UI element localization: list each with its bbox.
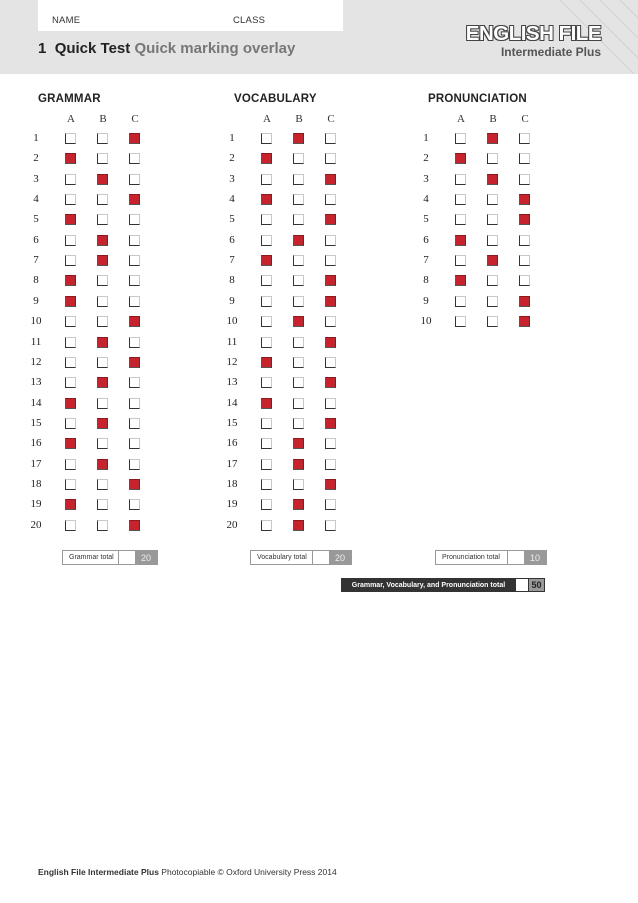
pronunciation-total-write-box[interactable] bbox=[507, 551, 524, 564]
grammar-q2-option-c[interactable] bbox=[129, 153, 140, 164]
pronunciation-question-number: 1 bbox=[423, 132, 429, 144]
pronunciation-q8-option-a-marked[interactable] bbox=[455, 275, 466, 286]
grammar-q2-option-a-marked[interactable] bbox=[65, 153, 76, 164]
vocabulary-q12-option-c[interactable] bbox=[325, 357, 336, 368]
vocabulary-q19-option-b-marked[interactable] bbox=[293, 499, 304, 510]
pronunciation-q6-option-c[interactable] bbox=[519, 235, 530, 246]
vocabulary-q2-option-b[interactable] bbox=[293, 153, 304, 164]
grammar-question-number: 5 bbox=[33, 213, 39, 226]
grammar-question-number: 17 bbox=[30, 457, 42, 470]
grammar-q11-option-c[interactable] bbox=[129, 337, 140, 348]
grammar-q8-option-b[interactable] bbox=[97, 275, 108, 286]
pronunciation-question-number: 4 bbox=[423, 193, 429, 206]
pronunciation-column-header-b: B bbox=[489, 113, 497, 125]
grammar-q16-option-b[interactable] bbox=[97, 438, 108, 449]
vocabulary-q10-option-b-marked[interactable] bbox=[293, 316, 304, 327]
pronunciation-q5-option-a[interactable] bbox=[455, 214, 466, 225]
vocabulary-column-header-b: B bbox=[295, 113, 303, 125]
vocabulary-total-label: Vocabulary total bbox=[251, 551, 312, 564]
grammar-q13-option-b-marked[interactable] bbox=[97, 377, 108, 388]
grammar-question-number: 3 bbox=[33, 172, 39, 185]
vocabulary-q17-option-b-marked[interactable] bbox=[293, 459, 304, 470]
vocabulary-q2-option-a-marked[interactable] bbox=[261, 153, 272, 164]
vocabulary-q5-option-b[interactable] bbox=[293, 214, 304, 225]
vocabulary-q8-option-a[interactable] bbox=[261, 275, 272, 286]
brand-level: Intermediate Plus bbox=[500, 45, 601, 59]
vocabulary-q9-option-b[interactable] bbox=[293, 296, 304, 307]
grammar-q20-option-a[interactable] bbox=[65, 520, 76, 531]
grammar-total-label: Grammar total bbox=[63, 551, 118, 564]
grammar-q7-option-b-marked[interactable] bbox=[97, 255, 108, 266]
vocabulary-question-number: 8 bbox=[229, 274, 235, 287]
grammar-q14-option-c[interactable] bbox=[129, 398, 140, 409]
vocabulary-question-number: 18 bbox=[226, 477, 238, 490]
vocabulary-question-number: 2 bbox=[229, 152, 235, 165]
vocabulary-q19-option-a[interactable] bbox=[261, 499, 272, 510]
pronunciation-q4-option-b[interactable] bbox=[487, 194, 498, 205]
pronunciation-q3-option-a[interactable] bbox=[455, 174, 466, 185]
vocabulary-q4-option-b[interactable] bbox=[293, 194, 304, 205]
grammar-q13-option-a[interactable] bbox=[65, 377, 76, 388]
grammar-total-write-box[interactable] bbox=[118, 551, 135, 564]
pronunciation-q1-option-c[interactable] bbox=[519, 133, 530, 144]
vocabulary-q14-option-a-marked[interactable] bbox=[261, 398, 272, 409]
grammar-q9-option-a-marked[interactable] bbox=[65, 296, 76, 307]
class-label: CLASS bbox=[233, 15, 266, 26]
grammar-q19-option-c[interactable] bbox=[129, 499, 140, 510]
grammar-q1-option-a[interactable] bbox=[65, 133, 76, 144]
grammar-q15-option-c[interactable] bbox=[129, 418, 140, 429]
grammar-question-number: 16 bbox=[30, 437, 42, 450]
pronunciation-question-number: 2 bbox=[423, 152, 429, 165]
vocabulary-question-number: 19 bbox=[226, 498, 238, 511]
pronunciation-q7-option-c[interactable] bbox=[519, 255, 530, 266]
vocabulary-q3-option-c-marked[interactable] bbox=[325, 174, 336, 185]
pronunciation-total-value: 10 bbox=[524, 551, 546, 564]
grammar-q19-option-a-marked[interactable] bbox=[65, 499, 76, 510]
vocabulary-question-number: 10 bbox=[226, 315, 238, 328]
grammar-section-title: GRAMMAR bbox=[38, 93, 101, 105]
grammar-q1-option-c-marked[interactable] bbox=[129, 133, 140, 144]
vocabulary-q15-option-a[interactable] bbox=[261, 418, 272, 429]
vocabulary-q16-option-a[interactable] bbox=[261, 438, 272, 449]
vocabulary-question-number: 11 bbox=[226, 335, 238, 348]
vocabulary-question-number: 16 bbox=[226, 437, 238, 450]
grammar-q9-option-c[interactable] bbox=[129, 296, 140, 307]
grammar-question-number: 6 bbox=[33, 233, 39, 246]
grand-total-write-box[interactable] bbox=[516, 578, 528, 592]
name-class-box bbox=[38, 0, 343, 31]
grammar-q5-option-a-marked[interactable] bbox=[65, 214, 76, 225]
vocabulary-q6-option-a[interactable] bbox=[261, 235, 272, 246]
pronunciation-section-title: PRONUNCIATION bbox=[428, 93, 527, 105]
vocabulary-section-title: VOCABULARY bbox=[234, 93, 317, 105]
grammar-q2-option-b[interactable] bbox=[97, 153, 108, 164]
pronunciation-q1-option-a[interactable] bbox=[455, 133, 466, 144]
vocabulary-q2-option-c[interactable] bbox=[325, 153, 336, 164]
vocabulary-q13-option-b[interactable] bbox=[293, 377, 304, 388]
grammar-q12-option-c-marked[interactable] bbox=[129, 357, 140, 368]
vocabulary-question-number: 15 bbox=[226, 416, 238, 429]
vocabulary-question-number: 12 bbox=[226, 355, 238, 368]
grammar-question-number: 4 bbox=[33, 193, 39, 206]
grammar-question-number: 10 bbox=[30, 315, 42, 328]
pronunciation-q9-option-a[interactable] bbox=[455, 296, 466, 307]
grammar-q18-option-b[interactable] bbox=[97, 479, 108, 490]
grammar-q8-option-a-marked[interactable] bbox=[65, 275, 76, 286]
vocabulary-q3-option-b[interactable] bbox=[293, 174, 304, 185]
pronunciation-q2-option-a-marked[interactable] bbox=[455, 153, 466, 164]
vocabulary-question-number: 7 bbox=[229, 254, 235, 267]
grammar-q4-option-b[interactable] bbox=[97, 194, 108, 205]
grammar-q6-option-c[interactable] bbox=[129, 235, 140, 246]
grammar-q14-option-a-marked[interactable] bbox=[65, 398, 76, 409]
pronunciation-question-number: 7 bbox=[423, 254, 429, 267]
vocabulary-q11-option-a[interactable] bbox=[261, 337, 272, 348]
grammar-q10-option-a[interactable] bbox=[65, 316, 76, 327]
vocabulary-q11-option-c-marked[interactable] bbox=[325, 337, 336, 348]
grammar-q7-option-a[interactable] bbox=[65, 255, 76, 266]
vocabulary-q16-option-c[interactable] bbox=[325, 438, 336, 449]
grammar-q10-option-b[interactable] bbox=[97, 316, 108, 327]
vocabulary-q15-option-c-marked[interactable] bbox=[325, 418, 336, 429]
grand-total-value: 50 bbox=[528, 578, 545, 592]
grammar-q20-option-c-marked[interactable] bbox=[129, 520, 140, 531]
pronunciation-q9-option-c-marked[interactable] bbox=[519, 296, 530, 307]
vocabulary-q12-option-b[interactable] bbox=[293, 357, 304, 368]
grammar-q1-option-b[interactable] bbox=[97, 133, 108, 144]
pronunciation-q2-option-c[interactable] bbox=[519, 153, 530, 164]
grammar-q4-option-c-marked[interactable] bbox=[129, 194, 140, 205]
grammar-q8-option-c[interactable] bbox=[129, 275, 140, 286]
pronunciation-q4-option-a[interactable] bbox=[455, 194, 466, 205]
grammar-q3-option-c[interactable] bbox=[129, 174, 140, 185]
vocabulary-question-number: 14 bbox=[226, 396, 238, 409]
grammar-total-value: 20 bbox=[135, 551, 157, 564]
pronunciation-column-header-c: C bbox=[521, 113, 529, 125]
vocabulary-question-number: 6 bbox=[229, 233, 235, 246]
pronunciation-q10-option-a[interactable] bbox=[455, 316, 466, 327]
grammar-question-number: 8 bbox=[33, 274, 39, 287]
grammar-q18-option-c-marked[interactable] bbox=[129, 479, 140, 490]
grammar-question-number: 13 bbox=[30, 376, 42, 389]
vocabulary-q4-option-a-marked[interactable] bbox=[261, 194, 272, 205]
grammar-q12-option-b[interactable] bbox=[97, 357, 108, 368]
pronunciation-q3-option-c[interactable] bbox=[519, 174, 530, 185]
vocabulary-q3-option-a[interactable] bbox=[261, 174, 272, 185]
grammar-q7-option-c[interactable] bbox=[129, 255, 140, 266]
grammar-column-header-b: B bbox=[99, 113, 107, 125]
grammar-q3-option-b-marked[interactable] bbox=[97, 174, 108, 185]
vocabulary-q10-option-c[interactable] bbox=[325, 316, 336, 327]
grammar-q5-option-c[interactable] bbox=[129, 214, 140, 225]
vocabulary-q9-option-a[interactable] bbox=[261, 296, 272, 307]
pronunciation-q6-option-a-marked[interactable] bbox=[455, 235, 466, 246]
grammar-total bbox=[62, 550, 158, 565]
grammar-q15-option-a[interactable] bbox=[65, 418, 76, 429]
grammar-q17-option-b-marked[interactable] bbox=[97, 459, 108, 470]
pronunciation-q3-option-b-marked[interactable] bbox=[487, 174, 498, 185]
page-header bbox=[0, 0, 638, 74]
vocabulary-q15-option-b[interactable] bbox=[293, 418, 304, 429]
grand-total-label: Grammar, Vocabulary, and Pronunciation total bbox=[341, 578, 516, 592]
vocabulary-question-number: 9 bbox=[229, 294, 235, 307]
grand-total bbox=[341, 578, 545, 592]
pronunciation-q9-option-b[interactable] bbox=[487, 296, 498, 307]
vocabulary-q9-option-c-marked[interactable] bbox=[325, 296, 336, 307]
pronunciation-question-number: 9 bbox=[423, 294, 429, 307]
pronunciation-q1-option-b-marked[interactable] bbox=[487, 133, 498, 144]
vocabulary-q14-option-b[interactable] bbox=[293, 398, 304, 409]
page-footer bbox=[38, 867, 337, 877]
vocabulary-q4-option-c[interactable] bbox=[325, 194, 336, 205]
vocabulary-question-number: 5 bbox=[229, 213, 235, 226]
vocabulary-question-number: 3 bbox=[229, 172, 235, 185]
vocabulary-q20-option-c[interactable] bbox=[325, 520, 336, 531]
pronunciation-question-number: 5 bbox=[423, 213, 429, 226]
grammar-q5-option-b[interactable] bbox=[97, 214, 108, 225]
brand-logo bbox=[466, 23, 601, 59]
pronunciation-total-label: Pronunciation total bbox=[436, 551, 507, 564]
vocabulary-q1-option-b-marked[interactable] bbox=[293, 133, 304, 144]
vocabulary-q6-option-c[interactable] bbox=[325, 235, 336, 246]
vocabulary-question-number: 20 bbox=[226, 518, 238, 531]
vocabulary-question-number: 4 bbox=[229, 193, 235, 206]
vocabulary-q20-option-a[interactable] bbox=[261, 520, 272, 531]
grammar-q10-option-c-marked[interactable] bbox=[129, 316, 140, 327]
grammar-q6-option-b-marked[interactable] bbox=[97, 235, 108, 246]
grammar-q11-option-b-marked[interactable] bbox=[97, 337, 108, 348]
footer-copyright: Photocopiable © Oxford University Press 2014 bbox=[161, 867, 337, 877]
pronunciation-question-number: 8 bbox=[423, 274, 429, 287]
test-subtitle: Quick marking overlay bbox=[134, 40, 296, 57]
grammar-q3-option-a[interactable] bbox=[65, 174, 76, 185]
pronunciation-total bbox=[435, 550, 547, 565]
vocabulary-column-header-a: A bbox=[263, 113, 271, 125]
name-label: NAME bbox=[52, 15, 81, 26]
grammar-q9-option-b[interactable] bbox=[97, 296, 108, 307]
grammar-column-header-c: C bbox=[131, 113, 139, 125]
vocabulary-q18-option-a[interactable] bbox=[261, 479, 272, 490]
grammar-q20-option-b[interactable] bbox=[97, 520, 108, 531]
vocabulary-q6-option-b-marked[interactable] bbox=[293, 235, 304, 246]
pronunciation-q7-option-a[interactable] bbox=[455, 255, 466, 266]
test-title: Quick Test bbox=[54, 40, 131, 57]
vocabulary-q13-option-a[interactable] bbox=[261, 377, 272, 388]
grammar-q4-option-a[interactable] bbox=[65, 194, 76, 205]
brand-name: ENGLISH FILE bbox=[465, 22, 601, 45]
vocabulary-total-value: 20 bbox=[329, 551, 351, 564]
vocabulary-column-header-c: C bbox=[327, 113, 335, 125]
vocabulary-question-number: 13 bbox=[226, 376, 238, 389]
vocabulary-q19-option-c[interactable] bbox=[325, 499, 336, 510]
vocabulary-q17-option-c[interactable] bbox=[325, 459, 336, 470]
pronunciation-q5-option-b[interactable] bbox=[487, 214, 498, 225]
grammar-column-header-a: A bbox=[67, 113, 75, 125]
grammar-question-number: 11 bbox=[30, 335, 42, 348]
vocabulary-q12-option-a-marked[interactable] bbox=[261, 357, 272, 368]
vocabulary-q8-option-c-marked[interactable] bbox=[325, 275, 336, 286]
vocabulary-q8-option-b[interactable] bbox=[293, 275, 304, 286]
vocabulary-question-number: 17 bbox=[226, 457, 238, 470]
grammar-question-number: 18 bbox=[30, 477, 42, 490]
grammar-q14-option-b[interactable] bbox=[97, 398, 108, 409]
pronunciation-q8-option-b[interactable] bbox=[487, 275, 498, 286]
vocabulary-q20-option-b-marked[interactable] bbox=[293, 520, 304, 531]
grammar-q16-option-c[interactable] bbox=[129, 438, 140, 449]
vocabulary-q5-option-c-marked[interactable] bbox=[325, 214, 336, 225]
grammar-question-number: 2 bbox=[33, 152, 39, 165]
grammar-question-number: 7 bbox=[33, 254, 39, 267]
pronunciation-question-number: 3 bbox=[423, 172, 429, 185]
vocabulary-q5-option-a[interactable] bbox=[261, 214, 272, 225]
footer-title: English File Intermediate Plus bbox=[38, 867, 159, 877]
grammar-question-number: 1 bbox=[33, 132, 39, 144]
grammar-question-number: 9 bbox=[33, 294, 39, 307]
vocabulary-q18-option-b[interactable] bbox=[293, 479, 304, 490]
pronunciation-q6-option-b[interactable] bbox=[487, 235, 498, 246]
vocabulary-q18-option-c-marked[interactable] bbox=[325, 479, 336, 490]
page-title bbox=[38, 40, 295, 57]
vocabulary-q7-option-c[interactable] bbox=[325, 255, 336, 266]
pronunciation-question-number: 6 bbox=[423, 233, 429, 246]
vocabulary-q7-option-a-marked[interactable] bbox=[261, 255, 272, 266]
pronunciation-q7-option-b-marked[interactable] bbox=[487, 255, 498, 266]
grammar-q11-option-a[interactable] bbox=[65, 337, 76, 348]
pronunciation-q10-option-c-marked[interactable] bbox=[519, 316, 530, 327]
grammar-q12-option-a[interactable] bbox=[65, 357, 76, 368]
pronunciation-q8-option-c[interactable] bbox=[519, 275, 530, 286]
grammar-q17-option-c[interactable] bbox=[129, 459, 140, 470]
vocabulary-total-write-box[interactable] bbox=[312, 551, 329, 564]
pronunciation-q5-option-c-marked[interactable] bbox=[519, 214, 530, 225]
vocabulary-q10-option-a[interactable] bbox=[261, 316, 272, 327]
pronunciation-column-header-a: A bbox=[457, 113, 465, 125]
grammar-question-number: 15 bbox=[30, 416, 42, 429]
grammar-question-number: 20 bbox=[30, 518, 42, 531]
grammar-question-number: 19 bbox=[30, 498, 42, 511]
grammar-q13-option-c[interactable] bbox=[129, 377, 140, 388]
vocabulary-total bbox=[250, 550, 352, 565]
vocabulary-q16-option-b-marked[interactable] bbox=[293, 438, 304, 449]
grammar-q15-option-b-marked[interactable] bbox=[97, 418, 108, 429]
grammar-q17-option-a[interactable] bbox=[65, 459, 76, 470]
pronunciation-q2-option-b[interactable] bbox=[487, 153, 498, 164]
grammar-q18-option-a[interactable] bbox=[65, 479, 76, 490]
vocabulary-q7-option-b[interactable] bbox=[293, 255, 304, 266]
pronunciation-q10-option-b[interactable] bbox=[487, 316, 498, 327]
pronunciation-question-number: 10 bbox=[420, 315, 432, 328]
grammar-q19-option-b[interactable] bbox=[97, 499, 108, 510]
grammar-q16-option-a-marked[interactable] bbox=[65, 438, 76, 449]
vocabulary-q17-option-a[interactable] bbox=[261, 459, 272, 470]
vocabulary-q11-option-b[interactable] bbox=[293, 337, 304, 348]
vocabulary-q1-option-a[interactable] bbox=[261, 133, 272, 144]
vocabulary-q1-option-c[interactable] bbox=[325, 133, 336, 144]
pronunciation-q4-option-c-marked[interactable] bbox=[519, 194, 530, 205]
vocabulary-q13-option-c-marked[interactable] bbox=[325, 377, 336, 388]
vocabulary-question-number: 1 bbox=[229, 132, 235, 144]
test-number: 1 bbox=[38, 40, 47, 57]
grammar-question-number: 14 bbox=[30, 396, 42, 409]
grammar-q6-option-a[interactable] bbox=[65, 235, 76, 246]
vocabulary-q14-option-c[interactable] bbox=[325, 398, 336, 409]
grammar-question-number: 12 bbox=[30, 355, 42, 368]
